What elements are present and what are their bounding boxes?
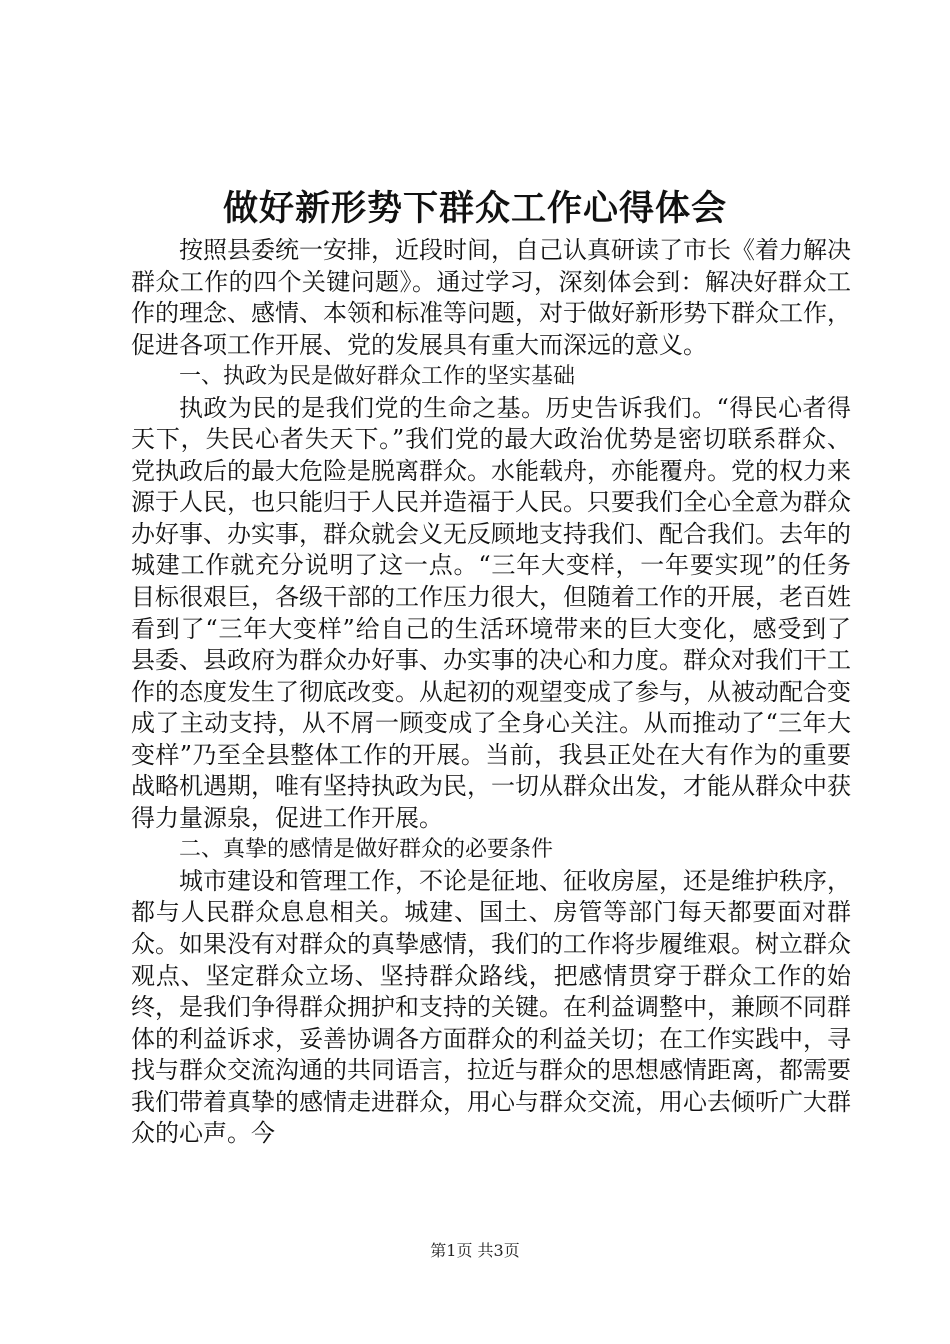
- document-title: 做好新形势下群众工作心得体会: [222, 188, 727, 229]
- page-number-footer: 第1页 共3页: [430, 1241, 520, 1260]
- paragraph-section-2: 城市建设和管理工作，不论是征地、征收房屋，还是维护秩序，都与人民群众息息相关。城建、国土、房管等部门每天都要面对群众。如果没有对群众的真挚感情，我们的工作将步履维艰。树立群众观点、坚定群众立场、坚持群众路线，把感情贯穿于群众工作的始终，是我们争得群众拥护和支持的关键。在利益调整中，兼顾不同群体的利益诉求，妥善协调各方面群众的利益关切；在工作实践中，寻找与群众交流沟通的共同语言，拉近与群众的思想感情距离，都需要我们带着真挚的感情走进群众，用心与群众交流，用心去倾听广大群众的心声。今: [131, 866, 851, 1148]
- paragraph-intro: 按照县委统一安排，近段时间，自己认真研读了市长《着力解决群众工作的四个关键问题》。通过学习，深刻体会到：解决好群众工作的理念、感情、本领和标准等问题，对于做好新形势下群众工作，促进各项工作开展、党的发展具有重大而深远的意义。: [131, 236, 851, 359]
- document-body: [131, 235, 851, 1150]
- section-heading-2: 二、真挚的感情是做好群众的必要条件: [179, 837, 554, 863]
- paragraph-section-1: 执政为民的是我们党的生命之基。历史告诉我们。“得民心者得天下，失民心者失天下。”我们党的最大政治优势是密切联系群众、党执政后的最大危险是脱离群众。水能载舟，亦能覆舟。党的权力来源于人民，也只能归于人民并造福于人民。只要我们全心全意为群众办好事、办实事，群众就会义无反顾地支持我们、配合我们。去年的城建工作就充分说明了这一点。“三年大变样，一年要实现”的任务目标很艰巨，各级干部的工作压力很大，但随着工作的开展，老百姓看到了“三年大变样”给自己的生活环境带来的巨大变化，感受到了县委、县政府为群众办好事、办实事的决心和力度。群众对我们干工作的态度发生了彻底改变。从起初的观望变成了参与，从被动配合变成了主动支持，从不屑一顾变成了全身心关注。从而推动了“三年大变样”乃至全县整体工作的开展。当前，我县正处在大有作为的重要战略机遇期，唯有坚持执政为民，一切从群众出发，才能从群众中获得力量源泉，促进工作开展。: [131, 393, 851, 832]
- section-heading-1: 一、执政为民是做好群众工作的坚实基础: [179, 364, 576, 390]
